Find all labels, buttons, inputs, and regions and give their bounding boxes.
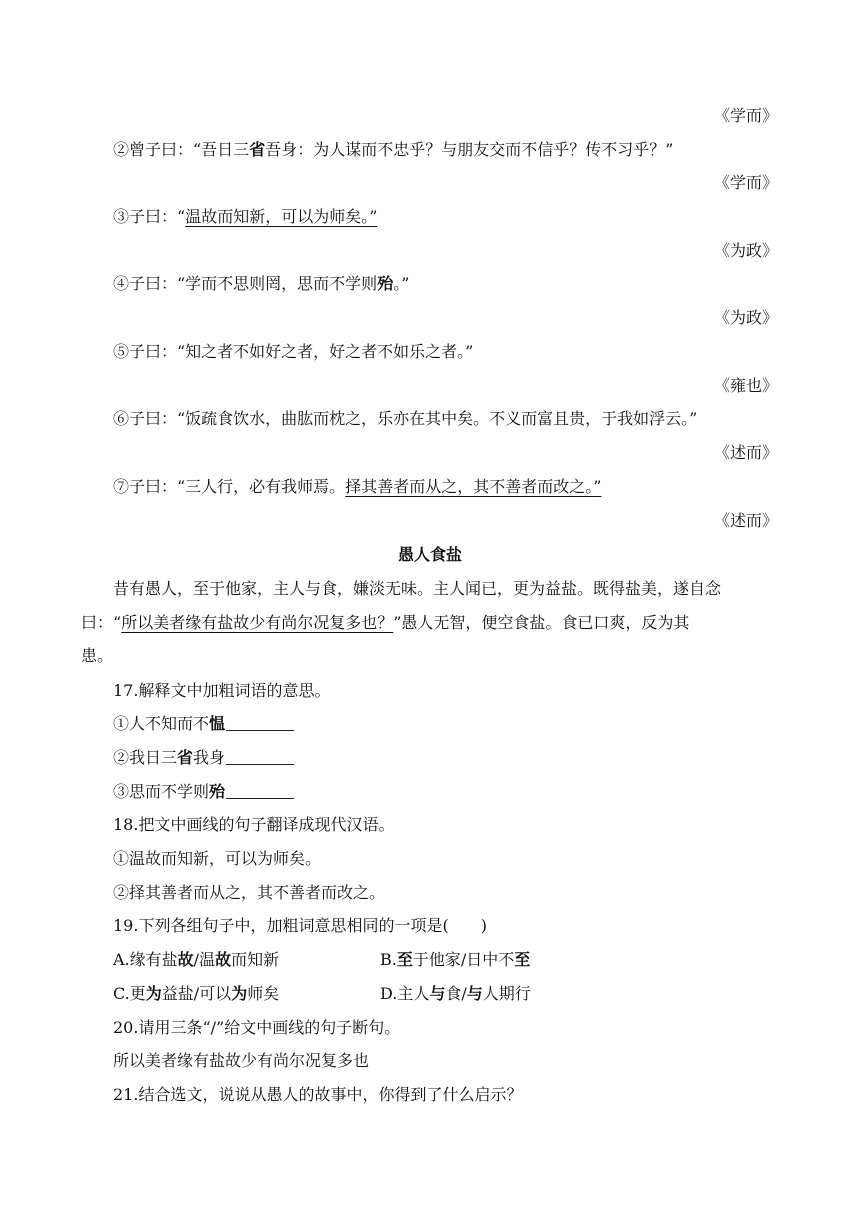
answer-blank[interactable] <box>226 784 294 799</box>
answer-blank[interactable] <box>226 716 294 731</box>
option-b[interactable]: B.至于他家/日中不至 <box>380 950 531 969</box>
question-17-item-1: ①人不知而不愠 <box>113 714 294 734</box>
source-label: 《学而》 <box>713 173 778 192</box>
question-18-item-1: ①温故而知新，可以为师矣。 <box>113 849 322 868</box>
question-20-sentence: 所以美者缘有盐故少有尚尔况复多也 <box>113 1051 370 1070</box>
story-title: 愚人食盐 <box>397 545 462 564</box>
story-line-1: 昔有愚人，至于他家，主人与食，嫌淡无味。主人闻已，更为益盐。既得盐美，遂自念 <box>113 579 722 598</box>
option-d[interactable]: D.主人与食/与人期行 <box>380 984 531 1003</box>
question-18: 18.把文中画线的句子翻译成现代汉语。 <box>113 815 395 834</box>
source-label: 《雍也》 <box>713 376 778 395</box>
question-20: 20.请用三条“/”给文中画线的句子断句。 <box>113 1018 401 1037</box>
analects-item-3: ③子曰：“温故而知新，可以为师矣。” <box>113 207 378 226</box>
source-label: 《述而》 <box>713 511 778 530</box>
story-line-3: 患。 <box>81 646 114 665</box>
source-label: 《为政》 <box>713 308 778 327</box>
option-a[interactable]: A.缘有盐故/温故而知新 <box>113 950 280 969</box>
story-line-2: 曰：“所以美者缘有盐故少有尚尔况复多也？”愚人无智，便空食盐。食已口爽，反为其 <box>81 613 690 632</box>
question-21: 21.结合选文，说说从愚人的故事中，你得到了什么启示？ <box>113 1085 523 1104</box>
question-18-item-2: ②择其善者而从之，其不善者而改之。 <box>113 883 386 902</box>
analects-item-2: ②曾子曰：“吾日三省吾身：为人谋而不忠乎？与朋友交而不信乎？传不习乎？” <box>113 140 674 159</box>
analects-item-4: ④子曰：“学而不思则罔，思而不学则殆。” <box>113 274 410 293</box>
question-17-item-2: ②我日三省我身 <box>113 748 294 768</box>
analects-item-6: ⑥子曰：“饭疏食饮水，曲肱而枕之，乐亦在其中矣。不义而富且贵，于我如浮云。” <box>113 409 698 428</box>
option-c[interactable]: C.更为益盐/可以为师矣 <box>113 984 280 1003</box>
source-label: 《学而》 <box>713 106 778 125</box>
analects-item-5: ⑤子曰：“知之者不如好之者，好之者不如乐之者。” <box>113 342 474 361</box>
analects-item-7: ⑦子曰：“三人行，必有我师焉。择其善者而从之，其不善者而改之。” <box>113 477 602 496</box>
question-17-item-3: ③思而不学则殆 <box>113 782 294 802</box>
question-17: 17.解释文中加粗词语的意思。 <box>113 681 331 700</box>
source-label: 《为政》 <box>713 241 778 260</box>
answer-blank[interactable] <box>226 750 294 765</box>
source-label: 《述而》 <box>713 443 778 462</box>
question-19: 19.下列各组句子中，加粗词意思相同的一项是( ) <box>113 916 487 935</box>
